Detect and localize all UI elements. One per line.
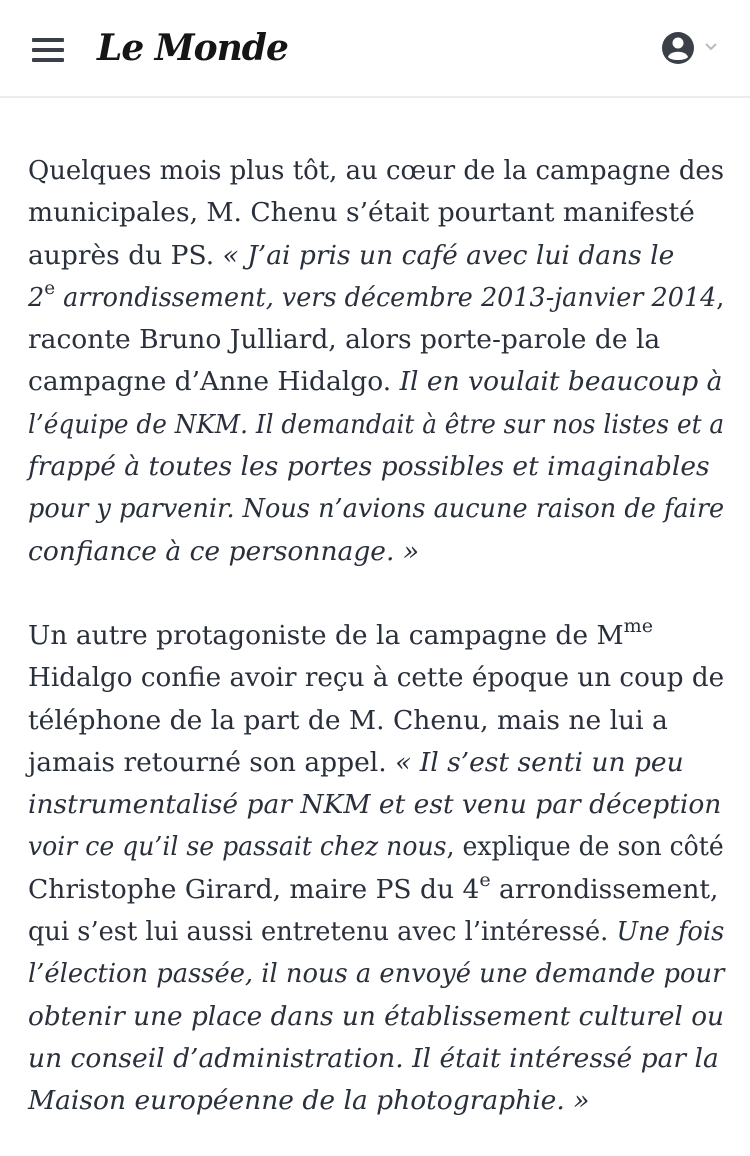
superscript: e: [44, 277, 56, 300]
text-fragment: Christophe Girard, maire PS du 4: [28, 873, 480, 905]
quote-line: l’élection passée, il nous a envoyé une demande pour: [28, 958, 725, 990]
quote-line: frappé à toutes les portes possibles et imaginables: [28, 451, 710, 483]
quote-fragment: « J’ai pris un café avec lui dans le: [222, 239, 675, 271]
quote-line: un conseil d’administration. Il était intéressé par la: [28, 1042, 719, 1074]
quote-line: pour y parvenir. Nous n’avions aucune raison de faire: [28, 493, 725, 525]
quote-fragment: 2: [28, 281, 45, 313]
quote-line: Maison européenne de la photographie. »: [28, 1085, 590, 1117]
hamburger-menu-icon[interactable]: [32, 38, 64, 62]
text-line: [28, 235, 724, 277]
text-fragment: ,: [716, 281, 725, 313]
quote-fragment: voir ce qu’il se passait chez nous: [28, 831, 447, 863]
text-line: Quelques mois plus tôt, au cœur de la campagne des: [28, 155, 725, 186]
text-fragment: arrondissement,: [490, 873, 719, 905]
paragraph-1: [28, 150, 724, 573]
user-account-button[interactable]: [660, 30, 722, 66]
quote-fragment: Il en voulait beaucoup à: [399, 366, 723, 398]
quote-fragment: arrondissement, vers décembre 2013-janvier 2014: [55, 281, 717, 313]
quote-line: l’équipe de NKM. Il demandait à être sur nos listes et a: [28, 408, 725, 440]
le-monde-logo[interactable]: Le Monde: [97, 27, 288, 69]
text-line: municipales, M. Chenu s’était pourtant manifesté: [28, 197, 695, 229]
quote-line: obtenir une place dans un établissement culturel ou: [28, 1000, 725, 1032]
text-fragment: qui s’est lui aussi entretenu avec l’intéressé.: [28, 916, 617, 948]
text-line: [28, 361, 724, 403]
text-fragment: , explique de son côté: [446, 831, 724, 863]
text-line: [28, 826, 724, 868]
superscript: me: [623, 615, 653, 638]
user-account-icon: [660, 30, 722, 66]
text-line: raconte Bruno Julliard, alors porte-parole de la: [28, 324, 661, 356]
quote-line: confiance à ce personnage. »: [28, 535, 420, 567]
text-line: [28, 911, 725, 953]
text-line: Hidalgo confie avoir reçu à cette époque un coup de: [28, 662, 725, 694]
quote-line: instrumentalisé par NKM et est venu par déception: [28, 789, 722, 821]
text-line: [28, 742, 724, 784]
article-body: [28, 150, 724, 1123]
superscript: e: [479, 868, 491, 891]
text-fragment: Un autre protagoniste de la campagne de M: [28, 619, 624, 651]
text-fragment: jamais retourné son appel.: [28, 746, 396, 778]
chevron-down-icon: [706, 44, 716, 49]
site-header: [0, 0, 750, 98]
paragraph-2: [28, 615, 724, 1123]
quote-fragment: Une fois: [616, 916, 725, 948]
text-line: [28, 615, 724, 657]
text-line: [28, 869, 724, 911]
quote-fragment: « Il s’est senti un peu: [395, 746, 684, 778]
text-line: téléphone de la part de M. Chenu, mais ne lui a: [28, 704, 668, 736]
text-fragment: campagne d’Anne Hidalgo.: [28, 366, 400, 398]
text-line: [28, 277, 725, 319]
text-fragment: auprès du PS.: [28, 239, 223, 271]
